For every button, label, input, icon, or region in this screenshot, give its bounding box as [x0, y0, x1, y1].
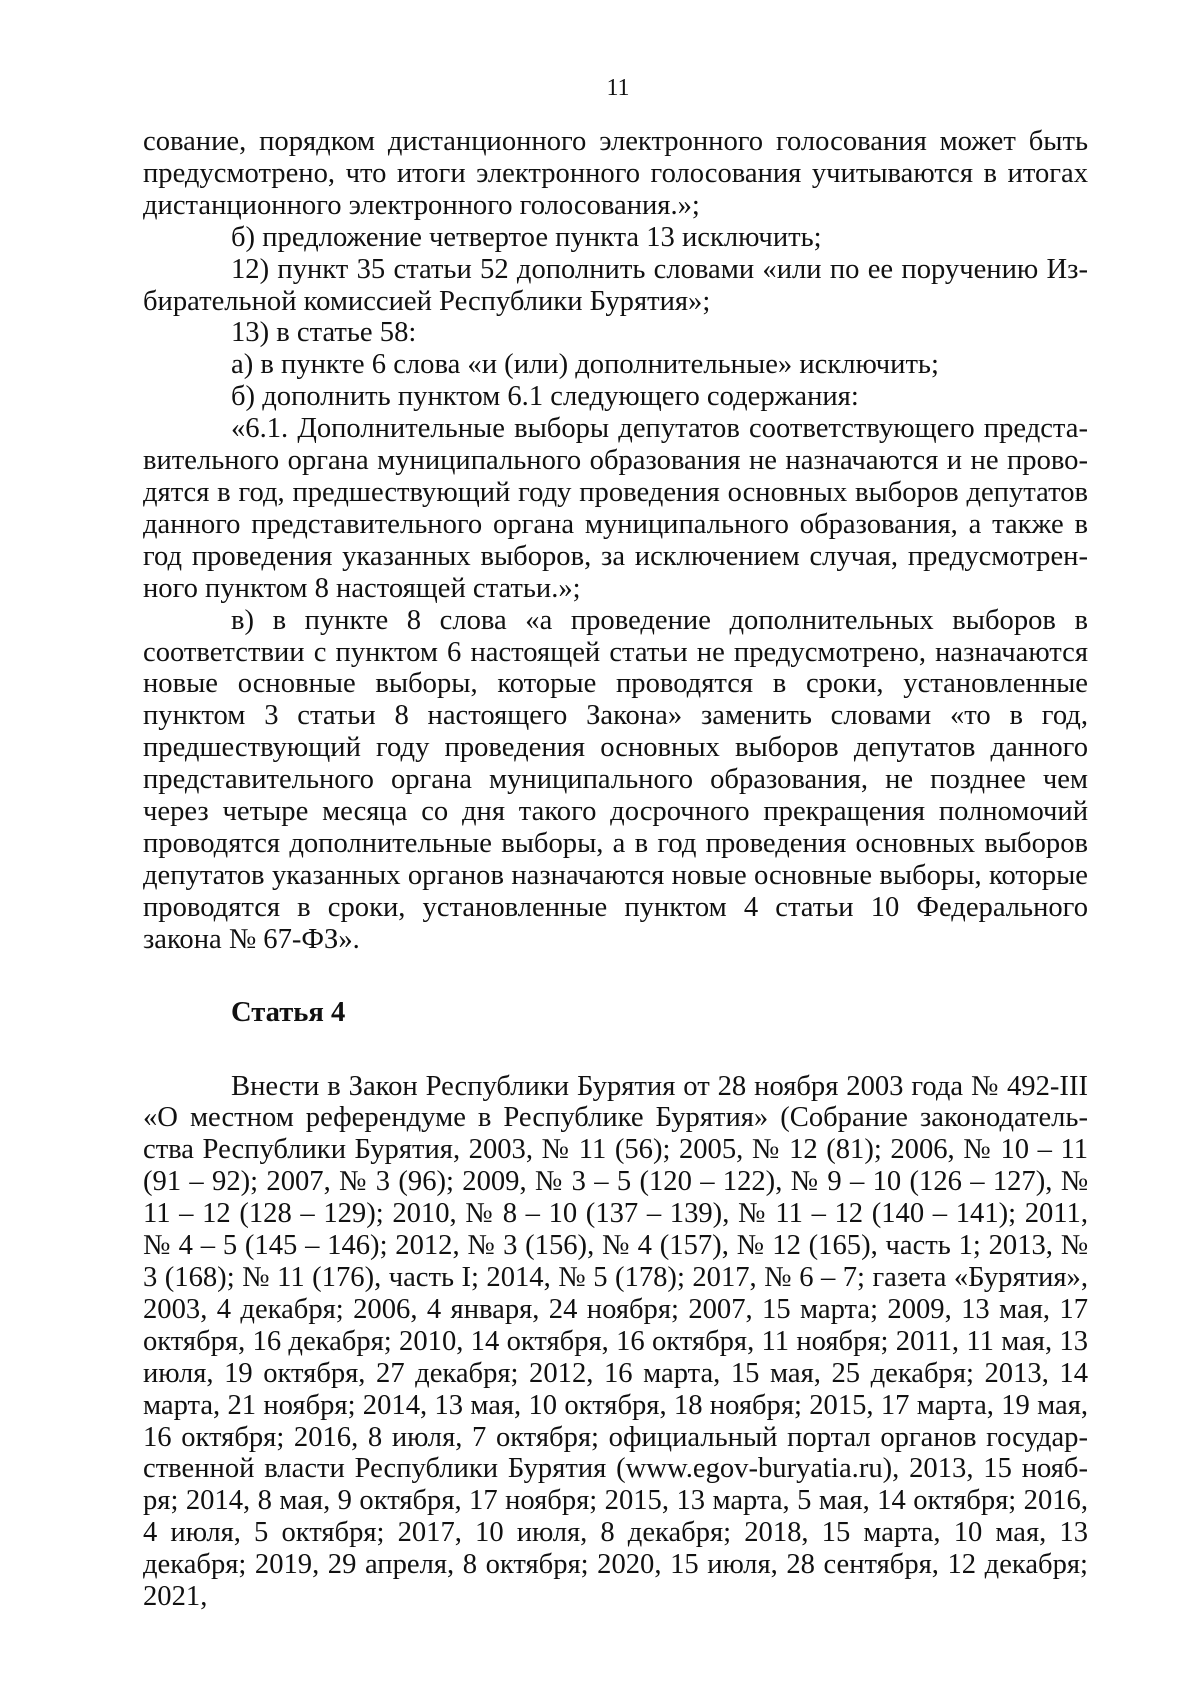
paragraph-item-12: 12) пункт 35 статьи 52 дополнить словами «или по ее поручению Избирательной комиссией Республики Бурятия»;: [143, 253, 1088, 317]
article-heading: Статья 4: [231, 996, 346, 1028]
paragraph-quote-6-1: «6.1. Дополнительные выборы депутатов соответствующего представительного органа муниципального образования не назначаются и не проводятся в год, предшествующий году проведения основных выборов депутатов данного представительного органа муниципального образования, а также в год проведения указанных выборов, за исключением случая, предусмотренного пунктом 8 настоящей статьи.»;: [143, 413, 1088, 604]
paragraph-item-b-sentence-four: б) предложение четвертое пункта 13 исключить;: [231, 221, 822, 253]
document-body: [143, 126, 1088, 1613]
paragraph-item-b: б) дополнить пунктом 6.1 следующего содержания:: [231, 381, 859, 413]
article-4-paragraph: Внести в Закон Республики Бурятия от 28 ноября 2003 года № 492-III «О местном референдуме в Республике Бурятия» (Собрание законодательства Республики Бурятия, 2003, № 11 (56); 2005, № 12 (81); 2006, № 10 – 11 (91 – 92); 2007, № 3 (96); 2009, № 3 – 5 (120 – 122), № 9 – 10 (126 – 127), № 11 – 12 (128 – 129); 2010, № 8 – 10 (137 – 139), № 11 – 12 (140 – 141); 2011, № 4 – 5 (145 – 146); 2012, № 3 (156), № 4 (157), № 12 (165), часть 1; 2013, № 3 (168); № 11 (176), часть I; 2014, № 5 (178); 2017, № 6 – 7; газета «Бурятия», 2003, 4 декабря; 2006, 4 января, 24 ноября; 2007, 15 марта; 2009, 13 мая, 17 октября, 16 декабря; 2010, 14 октября, 16 октября, 11 ноября; 2011, 11 мая, 13 июля, 19 октября, 27 декабря; 2012, 16 марта, 15 мая, 25 декабря; 2013, 14 марта, 21 ноября; 2014, 13 мая, 10 октября, 18 ноября; 2015, 17 марта, 19 мая, 16 октября; 2016, 8 июля, 7 октября; официальный портал органов государственной власти Республики Бурятия (www.egov-buryatia.ru), 2013, 15 ноября; 2014, 8 мая, 9 октября, 17 ноября; 2015, 13 марта, 5 мая, 14 октября; 2016, 4 июля, 5 октября; 2017, 10 июля, 8 декабря; 2018, 15 марта, 10 мая, 13 декабря; 2019, 29 апреля, 8 октября; 2020, 15 июля, 28 сентября, 12 декабря; 2021,: [143, 1070, 1088, 1613]
paragraph-item-v: в) в пункте 8 слова «а проведение дополнительных выборов в соответствии с пунктом 6 настоящей статьи не предусмотрено, назначаются новые основные выборы, которые проводятся в сроки, установленные пунктом 3 статьи 8 настоящего Закона» заменить словами «то в год, предшествующий году проведения основных выборов депутатов данного представительного органа муниципального образования, не позднее чем через четыре месяца со дня такого досрочного прекращения полномочий проводятся дополнительные выборы, а в год проведения основных выборов депутатов указанных органов назначаются новые основные выборы, которые проводятся в сроки, установленные пунктом 4 статьи 10 Федерального закона № 67-ФЗ».: [143, 604, 1088, 955]
paragraph-continuation: сование, порядком дистанционного электронного голосования может быть предусмотрено, что итоги электронного голосования учитываются в итогах дистанционного электронного голосования.»;: [143, 126, 1088, 221]
paragraph-item-a: а) в пункте 6 слова «и (или) дополнительные» исключить;: [231, 349, 939, 381]
paragraph-item-13: 13) в статье 58:: [231, 317, 417, 349]
page-number: 11: [606, 75, 630, 101]
